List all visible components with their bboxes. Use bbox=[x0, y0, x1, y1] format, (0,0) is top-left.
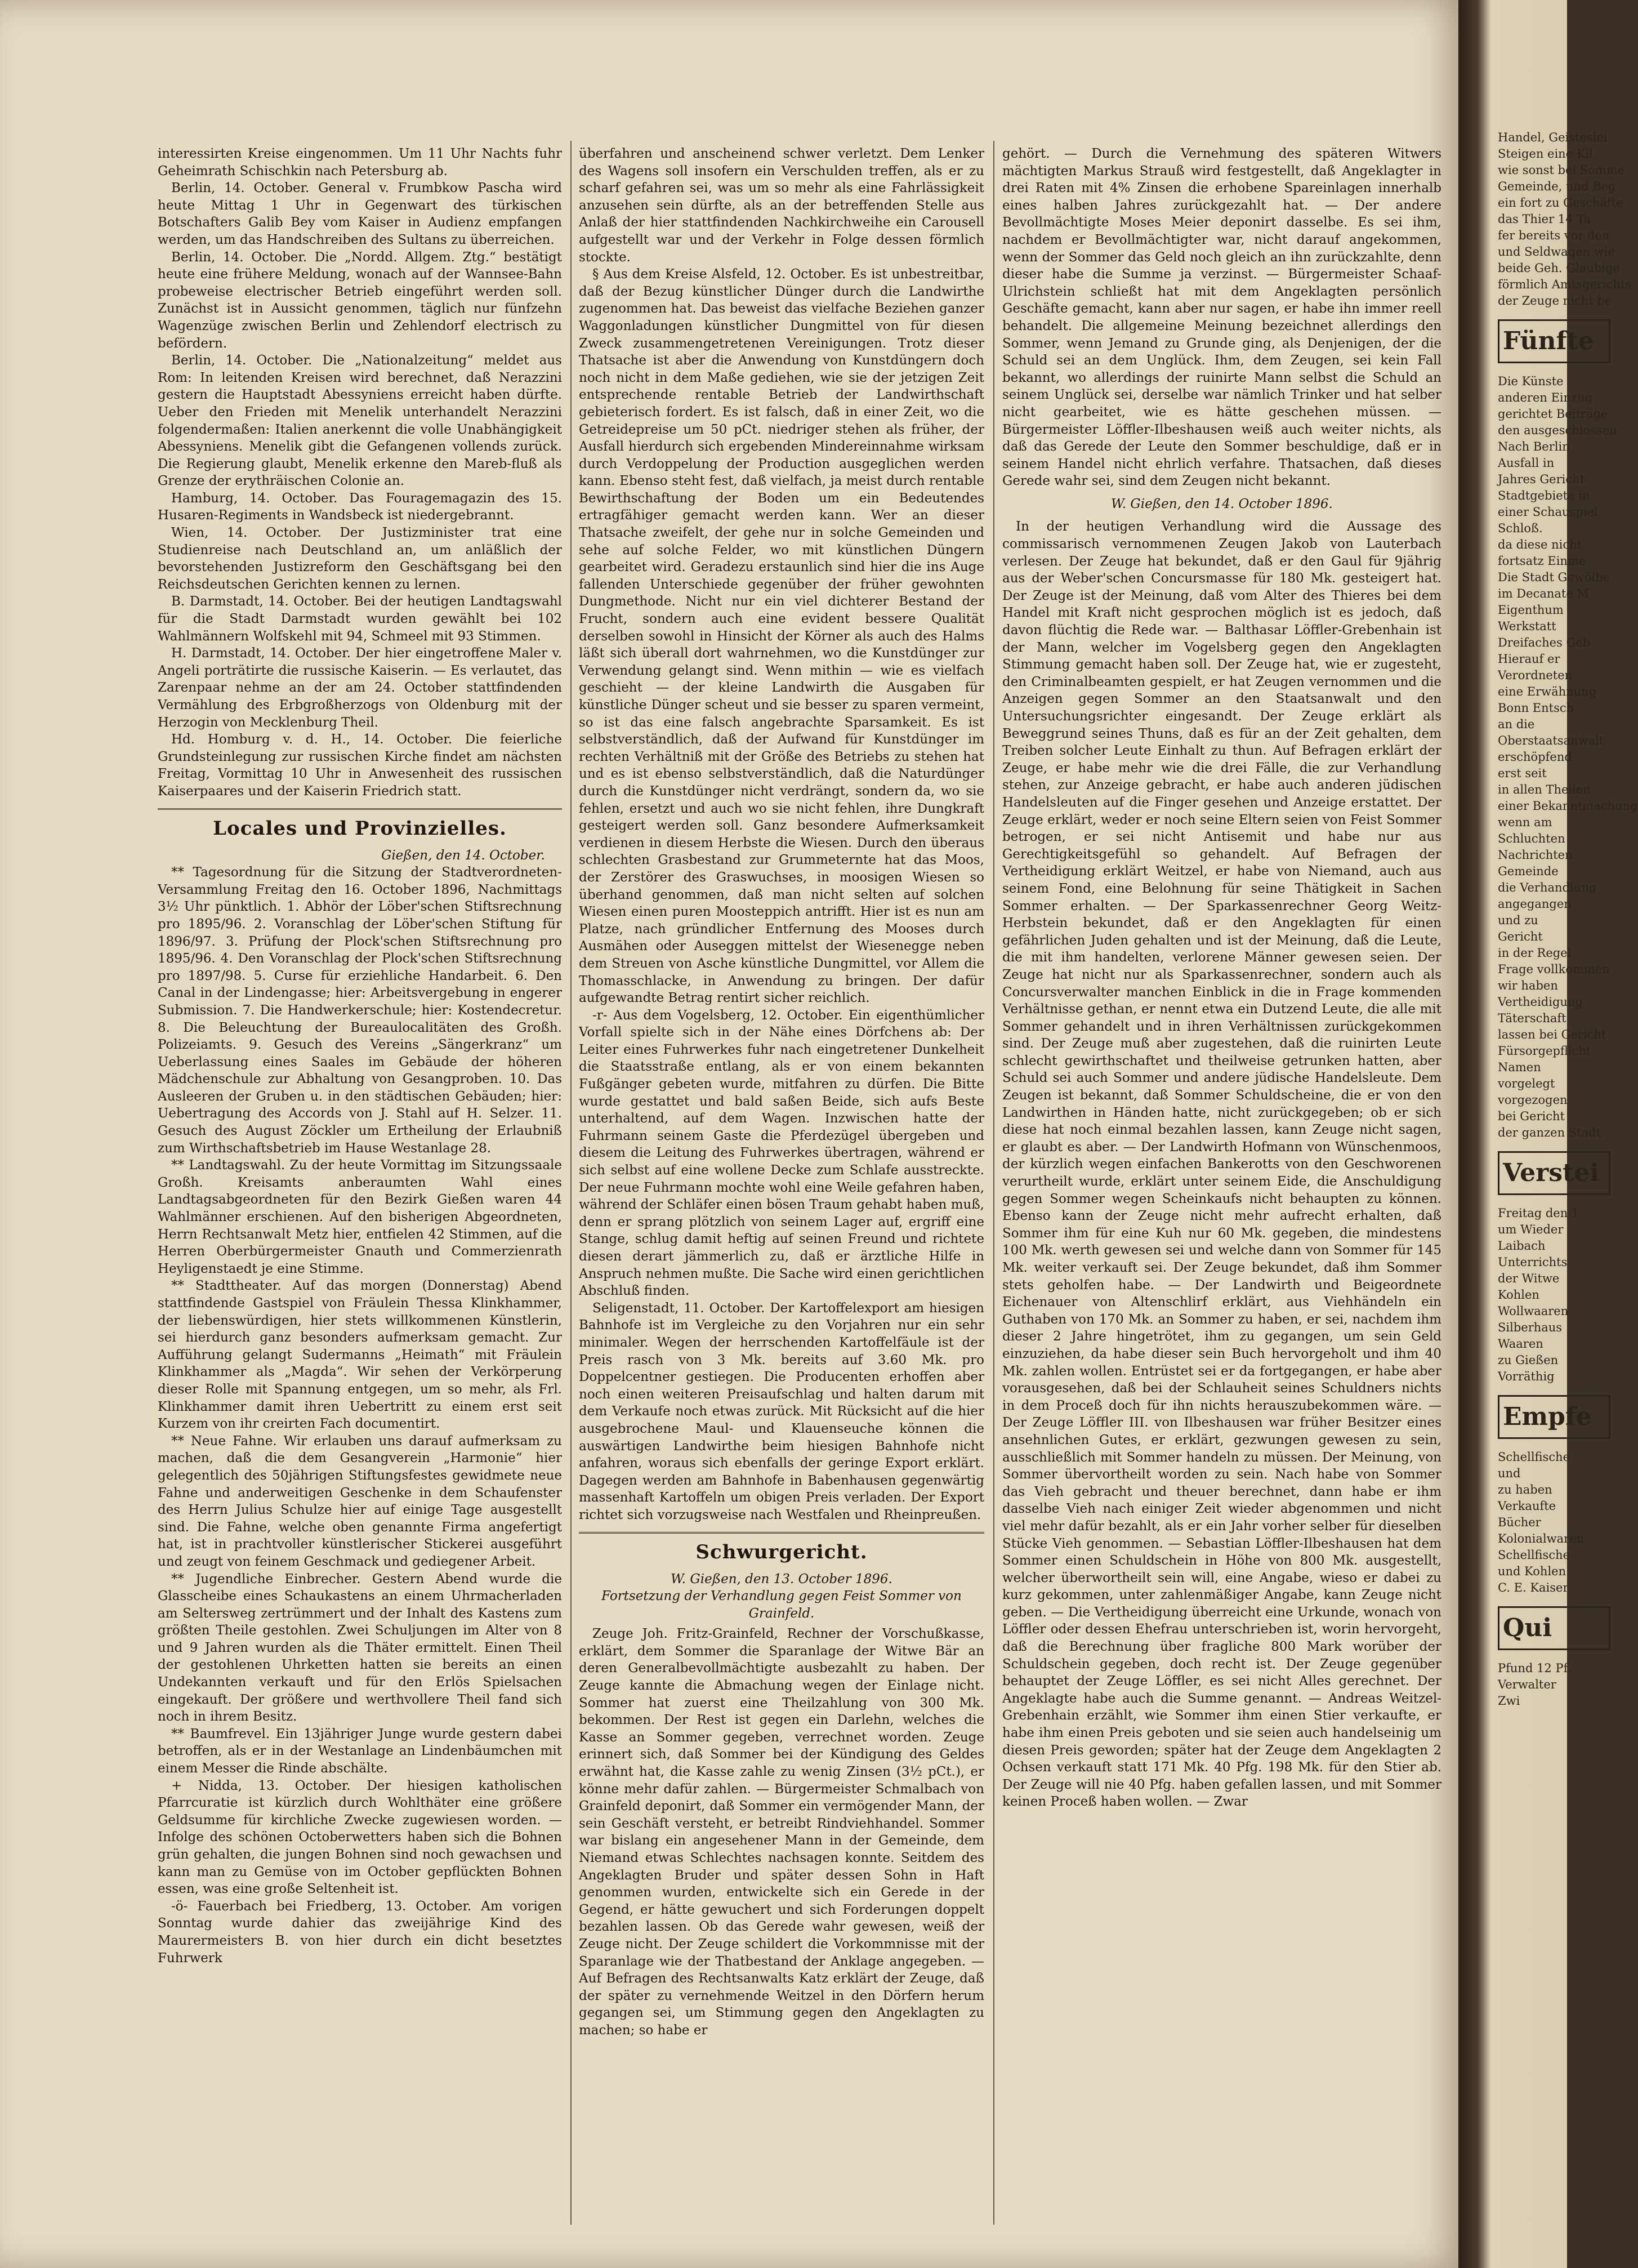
edge-line: Waaren bbox=[1498, 1337, 1543, 1351]
edge-line: Ausfall in bbox=[1498, 456, 1555, 470]
edge-line: Werkstatt bbox=[1498, 620, 1556, 633]
edge-line: zu haben bbox=[1498, 1483, 1552, 1496]
edge-lines-mid bbox=[1498, 373, 1638, 1141]
edge-heading: Empfe bbox=[1498, 1395, 1610, 1439]
court-report-paragraph: gehört. — Durch die Vernehmung des späteren Witwers mächtigten Markus Strauß wird festgestellt, daß Angeklagter in drei Raten mit 4% Zinsen die erhobene Spareinlagen innerhalb eines halben Jahres zurückgezahlt hat. — Der andere Bevollmächtigte Moses Meier deponirt dasselbe. Es sei ihm, nachdem er Bevollmächtigter war, nicht darauf angekommen, wenn der Sommer das Geld noch gleich an ihn zurückzahlte, denn dieser habe die Summe ja verzinst. — Bürgermeister Schaaf-Ulrichstein schließt hat mit dem Angeklagten persönlich Geschäfte gemacht, kann aber nur sagen, er habe ihn immer reell behandelt. Die allgemeine Meinung bezeichnet allerdings den Sommer, wenn Jemand zu Grunde ging, als Denjenigen, der die Schuld sei an dem Unglück. Ihm, dem Zeugen, sei kein Fall bekannt, wo allerdings der ruinirte Mann selbst die Schuld an seinem Unglück sei, derselbe war nämlich Trinker und hat selber nicht gearbeitet, wie es hätte geschehen müssen. — Bürgermeister Löffler-Ilbeshausen weiß auch weiter nichts, als daß das Gerede der Leute den Sommer beschuldige, daß er in seinem Handel nicht ehrlich verfahre. Thatsachen, daß dieses Gerede wahr sei, sind dem Zeugen nicht bekannt. bbox=[1002, 146, 1441, 489]
edge-line: Stadtgebiete in bbox=[1498, 489, 1590, 502]
news-item-vogelsberg: -r- Aus dem Vogelsberg, 12. October. Ein eigenthümlicher Vorfall spielte sich in der Nähe eines Dörfchens ab: Der Leiter eines Fuhrwerkes fuhr nach eingetretener Dunkelheit die Staatsstraße entlang, als er von einem bekannten Fußgänger gebeten wurde, mitfahren zu dürfen. Die Bitte wurde gestattet und bald saßen Beide, sich aufs Beste unterhaltend, auf dem Wagen. Inzwischen hatte der Fuhrmann seinem Gaste die Pferdezügel übergeben und diesem die Leitung des Fuhrwerkes übertragen, während er sich selbst auf eine wollene Decke zum Schlafe ausstreckte. Der neue Fuhrmann mochte wohl eine Weile gefahren haben, während der Schläfer einen bösen Traum gehabt haben muß, denn er sprang plötzlich von seinem Lager auf, ergriff eine Stange, schlug damit heftig auf seinen Freund und richtete diesen derart jämmerlich zu, daß er ärztliche Hilfe in Anspruch nehmen mußte. Die Sache wird einen gerichtlichen Abschluß finden. bbox=[579, 1008, 984, 1299]
edge-line: Zwi bbox=[1498, 1694, 1520, 1708]
edge-line: erschöpfend bbox=[1498, 750, 1572, 764]
edge-line: bei Gericht bbox=[1498, 1110, 1565, 1123]
edge-line: Täterschaft bbox=[1498, 1012, 1566, 1025]
edge-line: Nach Berlin bbox=[1498, 440, 1570, 453]
column-rule bbox=[993, 141, 994, 2225]
edge-heading: Fünfte bbox=[1498, 319, 1610, 363]
edge-line: Die Künste bbox=[1498, 375, 1564, 388]
edge-line: und Seldwagen wie bbox=[1498, 245, 1615, 259]
edge-line: zu Gießen bbox=[1498, 1353, 1559, 1367]
edge-line: Schloß. bbox=[1498, 522, 1543, 535]
edge-line: fer bereits vor den bbox=[1498, 229, 1610, 242]
edge-line: Schellfische bbox=[1498, 1548, 1570, 1562]
edge-heading: Verstei bbox=[1498, 1151, 1610, 1195]
edge-line: Jahres Gericht bbox=[1498, 473, 1585, 486]
edge-line: einer Bekanntmachung bbox=[1498, 799, 1638, 813]
edge-line: die Verhandlung bbox=[1498, 881, 1597, 894]
court-report-paragraph: Zeuge Joh. Fritz-Grainfeld, Rechner der Vorschußkasse, erklärt, dem Sommer die Sparanlage der Witwe Bär an deren Generalbevollmächtigte ausbezahlt zu haben. Der Zeuge kannte die Abmachung wegen der Einlage nicht. Sommer hat zuerst eine Theilzahlung von 300 Mk. bekommen. Der Rest ist gegen ein Darlehn, welches die Kasse an Sommer gegeben, verrechnet worden. Zeuge erinnert sich, daß Sommer bei der Kündigung des Geldes erwähnt hat, die Kasse zahle zu wenig Zinsen (3½ pCt.), er könne mehr dafür zahlen. — Bürgermeister Schmalbach von Grainfeld deponirt, daß Sommer ein vermögender Mann, der sein Geschäft versteht, er betreibt Rindviehhandel. Sommer war bislang ein angesehener Mann in der Gemeinde, dem Niemand etwas Schlechtes nachsagen konnte. Seitdem des Angeklagten Bruder und später dessen Sohn in Haft genommen wurden, entwickelte sich ein Gerede in der Gegend, er hätte gewuchert und sich Forderungen doppelt bezahlen lassen. Ob das Gerede wahr gewesen, weiß der Zeuge nicht. Der Zeuge schildert die Vorkommnisse mit der Sparanlage wie der Thatbestand der Anklage angegeben. — Auf Befragen des Rechtsanwalts Katz erklärt der Zeuge, daß der später zu vernehmende Weitzel in den Dörfern herum gegangen sei, um Stimmung gegen den Angeklagten zu machen; so habe er bbox=[579, 1627, 984, 2038]
edge-line: Vertheidigung bbox=[1498, 995, 1583, 1009]
section-title-schwurgericht: Schwurgericht. bbox=[695, 1540, 868, 1563]
edge-line: das Thier 14 Ta bbox=[1498, 212, 1591, 226]
edge-heading: Qui bbox=[1498, 1606, 1610, 1650]
dateline: Gießen, den 14. October. bbox=[381, 848, 545, 863]
edge-line: einer Schauspiel bbox=[1498, 505, 1598, 519]
edge-line: fortsatz Einme bbox=[1498, 554, 1586, 568]
subheading: Fortsetzung der Verhandlung gegen Feist Sommer von Grainfeld. bbox=[601, 1589, 962, 1621]
edge-line: und zu bbox=[1498, 914, 1538, 927]
edge-lines-top bbox=[1498, 130, 1632, 309]
news-item-stadttheater: ** Stadttheater. Auf das morgen (Donnerstag) Abend stattfindende Gastspiel von Fräulein Thessa Klinkhammer, der liebenswürdigen, hier stets willkommenen Künstlerin, sei hierdurch ganz besonders aufmerksam gemacht. Zur Aufführung gelangt Sudermanns „Heimath“ mit Fräulein Klinkhammer als „Magda“. Wir sehen der Verkörperung dieser Rolle mit Spannung entgegen, um so mehr, als Frl. Klinkhammer damit ihren Uebertritt zu einem erst seit Kurzem von ihr creirten Fach documentirt. bbox=[158, 1278, 562, 1432]
edge-line: Verwalter bbox=[1498, 1678, 1556, 1691]
edge-line: da diese nicht bbox=[1498, 538, 1582, 551]
edge-line: den ausgeschlossen bbox=[1498, 424, 1617, 437]
edge-line: Frage vollkommen bbox=[1498, 963, 1610, 976]
news-item-darmstadt: B. Darmstadt, 14. October. Bei der heutigen Landtagswahl für die Stadt Darmstadt wurden gewählt bei 102 Wahlmännern Wolfskehl mit 94, Schmeel mit 93 Stimmen. bbox=[158, 594, 562, 644]
dateline: W. Gießen, den 13. October 1896. bbox=[671, 1571, 892, 1587]
news-item-wien: Wien, 14. October. Der Justizminister trat eine Studienreise nach Deutschland an, um anläßlich der bevorstehenden Justizreform den Geschäftsgang bei den Reichsdeutschen Gerichten kennen zu lernen. bbox=[158, 525, 562, 592]
edge-line: in der Regel bbox=[1498, 946, 1572, 960]
section-title-locales: Locales und Provinzielles. bbox=[213, 817, 507, 840]
edge-line: Kolonialwaren bbox=[1498, 1532, 1585, 1545]
edge-line: Wollwaaren bbox=[1498, 1304, 1569, 1318]
edge-lines-low2 bbox=[1498, 1449, 1610, 1596]
edge-line: Schluchten bbox=[1498, 832, 1565, 845]
edge-line: Die Stadt Gewölbe bbox=[1498, 571, 1610, 584]
edge-line: Pfund 12 Pf. bbox=[1498, 1661, 1572, 1675]
news-item-alsfeld: § Aus dem Kreise Alsfeld, 12. October. Es ist unbestreitbar, daß der Bezug künstlicher Dünger durch die Landwirthe zugenommen hat. Das beweist das vielfache Beziehen ganzer Waggonladungen künstlicher Dungmittel von für diesen Zweck zusammengetretenen Vereinigungen. Trotz dieser Thatsache ist aber die Anwendung von Kunstdüngern doch noch nicht in dem Maße gediehen, wie sie der jetzigen Zeit entsprechende rentable Betrieb der Landwirthschaft gebieterisch fordert. Es ist falsch, daß in einer Zeit, wo die Getreidepreise um 50 pCt. niedriger stehen als früher, der Ausfall hierdurch sich ergebenden Mindereinnahme wirksam durch Verdoppelung der Production ausgeglichen werden kann. Ebenso steht fest, daß vielfach, ja meist durch rentable Bewirthschaftung der Boden um ein Bedeutendes ertragfähiger gemacht werden kann. Wer an dieser Thatsache zweifelt, der gehe nur in solche Gemeinden und sehe auf solche Felder, wo mit künstlichen Düngern gearbeitet wird. Geradezu erstaunlich sind hier die ins Auge fallenden Unterschiede gegenüber der früher gewohnten Dungmethode. Nicht nur ein viel dichterer Bestand der Frucht, sondern auch eine evident bessere Qualität derselben sowohl in Hinsicht der Körner als auch des Halms läßt sich überall dort wahrnehmen, wo die Kunstdünger zur Verwendung gelangt sind. Wenn mithin — wie es vielfach geschieht — der kleine Landwirth die Ausgaben für künstliche Dünger scheut und sie besser zu sparen vermeint, so ist das eine falsch angebrachte Sparsamkeit. Es ist selbstverständlich, daß der Aufwand für Kunstdünger im rechten Verhältniß mit der Größe des Betriebs zu stehen hat und es ist ebenso selbstverständlich, daß die Naturdünger durch die Kunstdünger nicht verdrängt, sondern da, wo sie fehlen, ersetzt und auch wo sie nicht fehlen, ihre Dungkraft gesteigert werden soll. Ganz besondere Aufmerksamkeit verdienen in diesem Herbste die Wiesen. Durch den überaus schlechten Grasbestand zur Grummeternte hat das Moos, der Zerstörer des Graswuchses, in moosigen Wiesen so überhand genommen, daß man nicht selten auf solchen Wiesen einen puren Moosteppich antrifft. Hier ist es nun am Platze, nach gründlicher Entfernung des Mooses durch Ausmähen oder Auseggen mittelst der Wiesenegge neben dem Streuen von Asche künstliche Dungmittel, vor Allem die Thomasschlacke, in Anwendung zu bringen. Der dafür aufgewandte Betrag rentirt sicher reichlich. bbox=[579, 267, 984, 1006]
news-item-berlin: Berlin, 14. October. Die „Nordd. Allgem. Ztg.“ bestätigt heute eine frühere Meldung, wonach auf der Wannsee-Bahn probeweise electrischer Betrieb eingeführt werden soll. Zunächst ist in Aussicht genommen, täglich nur fünfzehn Wagenzüge zwischen Berlin und Zehlendorf electrisch zu befördern. bbox=[158, 249, 562, 351]
edge-line: gerichtet Beiträge bbox=[1498, 407, 1608, 421]
edge-line: Bücher bbox=[1498, 1516, 1541, 1529]
news-item-berlin: Berlin, 14. October. Die „Nationalzeitung“ meldet aus Rom: In leitenden Kreisen wird berechnet, daß Nerazzini gestern die Hauptstadt Abessyniens erreicht haben dürfte. Ueber den Frieden mit Menelik unterhandelt Nerazzini folgendermaßen: Italien anerkennt die volle Unabhängigkeit Abessyniens. Menelik gibt die Gefangenen vollends zurück. Die Regierung glaubt, Menelik erkenne den Mareb-fluß als Grenze der erythräischen Colonie an. bbox=[158, 353, 562, 489]
edge-line: Silberhaus bbox=[1498, 1321, 1563, 1334]
news-item-tagesordnung: ** Tagesordnung für die Sitzung der Stadtverordneten-Versammlung Freitag den 16. October 1896, Nachmittags 3½ Uhr pünktlich. 1. Abhör der Löber'schen Stiftsrechnung pro 1895/96. 2. Voranschlag der Löber'schen Stiftung für 1896/97. 3. Prüfung der Plock'schen Stiftsrechnung pro 1895/96. 4. Den Voranschlag der Plock'schen Stiftsrechnung pro 1897/98. 5. Curse für erziehliche Handarbeit. 6. Den Canal in der Lindengasse; hier: Arbeitsvergebung in engerer Submission. 7. Die Handwerkerschule; hier: Kostendecretur. 8. Die Beleuchtung der Bureaulocalitäten des Großh. Polizeiamts. 9. Gesuch des Vereins „Sängerkranz“ um Ueberlassung eines Saales im Gebäude der höheren Mädchenschule zur Abhaltung von Gesangproben. 10. Das Ausleeren der Gruben u. in den städtischen Gebäuden; hier: Uebertragung des Accords von J. Stahl auf H. Selzer. 11. Gesuch des August Zöckler um Ertheilung der Erlaubniß zum Wirthschaftsbetrieb im Hause Westanlage 28. bbox=[158, 865, 562, 1156]
adjacent-page-text bbox=[1498, 130, 1638, 1709]
edge-line: der Witwe bbox=[1498, 1272, 1560, 1285]
court-report-paragraph: In der heutigen Verhandlung wird die Aussage des commissarisch vernommenen Zeugen Jakob von Lauterbach verlesen. Der Zeuge hat bekundet, daß er den Gaul für 9jährig aus der Weber'schen Concursmasse für 180 Mk. gesteigert hat. Der Zeuge ist der Meinung, daß vom Alter des Thieres bei dem Handel mit Kraft nicht gesprochen möglich ist es jedoch, daß davon flüchtig die Rede war. — Balthasar Löffler-Grebenhain ist der Mann, welcher im Vogelsberg gegen den Angeklagten Stimmung gemacht haben soll. Der Zeuge hat, wie er zugesteht, den Criminalbeamten gespielt, er hat Zeugen vernommen und die Anzeigen gegen Sommer an den Staatsanwalt und den Untersuchungsrichter eingesandt. Der Zeuge erklärt als Beweggrund seines Thuns, daß es für an der Zeit gehalten, dem Treiben solcher Leute Einhalt zu thun. Auf Befragen erklärt der Zeuge, er habe mehr wie die drei Fälle, die zur Verhandlung stehen, zur Anzeige gebracht, er habe auch anderen jüdischen Handelsleuten auf die Finger gesehen und Anzeige erstattet. Der Zeuge erklärt, weder er noch seine Eltern seien von Feist Sommer betrogen, er sei nicht Antisemit und habe nur aus Gerechtigkeitsgefühl so gehandelt. Auf Befragen der Vertheidigung erklärt Weitzel, er habe von Niemand, auch aus seinem Fond, eine Belohnung für seine Thätigkeit in Sachen Sommer erhalten. — Der Sparkassenrechner Georg Weitz-Herbstein bekundet, daß er den Angeklagten für einen gefährlichen Juden gehalten und ist der Meinung, daß die Leute, die mit ihm handelten, verlorene Männer gewesen seien. Der Zeuge hat nicht nur als Sparkassenrechner, sondern auch als Concursverwalter manchen Einblick in die in Frage kommenden Verhältnisse gethan, er nennt etwa ein Dutzend Leute, die alle mit Sommer gehandelt und in ihren Verhältnissen zurückgekommen sind. Der Zeuge muß aber zugestehen, daß die ruinirten Leute schlecht gewirthschaftet und theilweise getrunken hatten, aber Schuld sei auch Sommer und andere jüdische Handelsleute. Dem Zeugen ist bekannt, daß Sommer Schuldscheine, die er von den Landwirthen in Händen hatte, nicht zurückgegeben; ob er sich diese hat noch einmal bezahlen lassen, kann Zeuge nicht sagen, er glaubt es aber. — Der Landwirth Hofmann von Wünschenmoos, der kürzlich wegen einfachen Bankerotts von den Geschworenen verurtheilt wurde, erklärt unter seinem Eide, die Anschuldigung gegen Sommer wegen Scheinkaufs nicht behaupten zu können. Ebenso kann der Zeuge nicht mehr aufrecht erhalten, daß Sommer ihm für eine Kuh nur 60 Mk. gegeben, die mindestens 100 Mk. werth gewesen sei und welche dann von Sommer für 145 Mk. weiter verkauft sei. Der Zeuge bekundet, daß ihm Sommer stets geholfen habe. — Der Landwirth und Beigeordnete Eichenauer von Altenschlirf erklärt, aus Viehhändeln ein Guthaben von 170 Mk. an Sommer zu haben, er sei, nachdem ihm dieser 2 Jahre hingetrötet, ihm zu gegangen, um sein Geld einzuziehen, da habe dieser sein Buch hervorgeholt und ihm 40 Mk. zahlen wollen. Entrüstet sei er da fortgegangen, er habe aber vorausgesehen, daß bei der Schlauheit seines Schuldners nichts in dem Proceß doch für ihn nichts herauszubekommen wäre. — Der Zeuge Löffler III. von Ilbeshausen war früher Besitzer eines ansehnlichen Gutes, er erklärt, gezwungen gewesen zu sein, ausschließlich mit Sommer handeln zu müssen. Der Meinung, von Sommer übervortheilt worden zu sein. Nach habe von Sommer das Vieh gebracht und theuer berechnet, dann habe er ihm dasselbe Vieh nach einiger Zeit wieder abgenommen und nicht viel mehr dafür bezahlt, als er ein Jahr vorher selber für dieselben Stücke Vieh genommen. — Sebastian Löffler-Ilbeshausen hat dem Sommer einen Schuldschein in Höhe von 800 Mk. ausgestellt, welcher überwortheilt sein will, eine Angabe, wieso er dabei zu kurz gekommen, unter zahlenmäßiger Angabe, kann Zeuge nicht geben. — Die Vertheidigung überreicht eine Urkunde, wonach von Löffler oder dessen Ehefrau unterschrieben ist, worin hervorgeht, daß die Berechnung über fragliche 800 Mark worüber der Schuldschein gegeben, doch recht ist. Der Zeuge gegenüber behauptet der Zeuge Löffler, es sei nicht Alles gerechnet. Der Angeklagte habe auch die Summe genannt. — Andreas Weitzel-Grebenhain erzählt, wie Sommer ihm einen Stier verkaufte, er habe ihm einen Preis geboten und sie seien auch handelseinig um diesen Preis geworden; später hat der Zeuge dem Angeklagten 2 Ochsen verkauft statt 171 Mk. 40 Pfg. 198 Mk. für den Stier ab. Der Zeuge will nie 40 Pfg. haben gefallen lassen, und mit Sommer keinen Proceß haben wollen. — Zwar bbox=[1002, 519, 1441, 1810]
edge-line: Unterrichts bbox=[1498, 1255, 1568, 1269]
edge-line: Fürsorgepflicht bbox=[1498, 1044, 1591, 1058]
news-item-homburg: Hd. Homburg v. d. H., 14. October. Die feierliche Grundsteinlegung zur russischen Kirche findet am nächsten Freitag, Vormittag 10 Uhr in Anwesenheit des russischen Kaiserpaares und der Kaiserin Friedrich statt. bbox=[158, 732, 562, 799]
edge-line: der ganzen Stadt bbox=[1498, 1126, 1601, 1139]
edge-line: an die bbox=[1498, 718, 1535, 731]
news-item-baumfrevel: ** Baumfrevel. Ein 13jähriger Junge wurde gestern dabei betroffen, als er in der Westanlage an Lindenbäumchen mit einem Messer die Rinde abschälte. bbox=[158, 1726, 562, 1776]
edge-line: und Kohlen bbox=[1498, 1565, 1566, 1578]
edge-line: Dreifaches Geb bbox=[1498, 636, 1591, 649]
edge-line: Freitag den 1 bbox=[1498, 1206, 1579, 1220]
edge-line: Gemeinde bbox=[1498, 865, 1559, 878]
edge-line: wie sonst bei Somme bbox=[1498, 163, 1625, 177]
news-item-einbrecher: ** Jugendliche Einbrecher. Gestern Abend wurde die Glasscheibe eines Schaukastens an einem Uhrmacherladen am Seltersweg zertrümmert und der Inhalt des Kastens zum größten Theile gestohlen. Zwei Schuljungen im Alter von 8 und 9 Jahren wurden als die Thäter ermittelt. Einen Theil der gestohlenen Uhrketten hatten sie bereits an einen Undekannten verkauft und für den Erlös Spielsachen eingekauft. Der größere und werthvollere Theil fand sich noch in ihrem Besitz. bbox=[158, 1571, 562, 1725]
edge-line: um Wieder bbox=[1498, 1223, 1564, 1236]
dateline: W. Gießen, den 14. October 1896. bbox=[1111, 496, 1333, 511]
edge-line: Verordneten bbox=[1498, 669, 1573, 682]
column-2 bbox=[579, 145, 984, 2224]
edge-line: Namen bbox=[1498, 1061, 1541, 1074]
edge-line: Oberstaatsanwalt bbox=[1498, 734, 1604, 747]
edge-line: Kohlen bbox=[1498, 1288, 1539, 1302]
edge-lines-low bbox=[1498, 1205, 1610, 1385]
adjacent-page-edge bbox=[1458, 0, 1638, 2268]
edge-line: ein fort zu Geschäfte bbox=[1498, 196, 1623, 210]
edge-line: Verkaufte bbox=[1498, 1499, 1556, 1513]
edge-line: wenn am bbox=[1498, 816, 1552, 829]
news-item-nidda: + Nidda, 13. October. Der hiesigen katholischen Pfarrcuratie ist kürzlich durch Wohlthäter eine größere Geldsumme für kirchliche Zwecke zugewiesen worden. — Infolge des schönen Octoberwetters haben sich die Bohnen grün gehalten, die jungen Bohnen sind noch gewachsen und kann man zu Gemüse von im October gepflückten Bohnen essen, was eine große Seltenheit ist. bbox=[158, 1778, 562, 1897]
section-divider bbox=[158, 808, 562, 810]
edge-line: Steigen eine Kil bbox=[1498, 147, 1593, 161]
edge-line: vorgelegt bbox=[1498, 1077, 1555, 1090]
edge-line: Gemeinde, und Beg bbox=[1498, 180, 1616, 193]
edge-lines-low3 bbox=[1498, 1660, 1610, 1709]
edge-line: förmlich Amtsgerichts bbox=[1498, 278, 1632, 291]
edge-line: Bonn Entsch bbox=[1498, 701, 1574, 715]
edge-line: beide Geh. Glaubige bbox=[1498, 261, 1620, 275]
column-3 bbox=[1002, 145, 1441, 2224]
column-1 bbox=[158, 145, 562, 2224]
edge-line: erst seit bbox=[1498, 767, 1547, 780]
edge-line: Schellfische bbox=[1498, 1450, 1570, 1464]
column-rule bbox=[570, 141, 572, 2225]
edge-line: eine Erwähnung bbox=[1498, 685, 1597, 698]
article-paragraph: überfahren und anscheinend schwer verletzt. Dem Lenker des Wagens soll insofern ein Verschulden treffen, als er zu scharf gefahren sei, was um so mehr als eine Fahrlässigkeit anzusehen sein dürfte, als an der betreffenden Stelle aus Anlaß der hier stattfindenden Nachkirchweihe ein Carousell aufgestellt war und der Verkehr in Folge dessen förmlich stockte. bbox=[579, 146, 984, 265]
edge-line: anderen Einzug bbox=[1498, 391, 1593, 404]
edge-line: der Zeuge nicht be bbox=[1498, 294, 1612, 308]
news-item-fauerbach: -ö- Fauerbach bei Friedberg, 13. October. Am vorigen Sonntag wurde dahier das zweijährige Kind des Maurermeisters B. von hier durch ein dicht besetztes Fuhrwerk bbox=[158, 1899, 562, 1966]
news-item-landtagswahl: ** Landtagswahl. Zu der heute Vormittag im Sitzungssaale Großh. Kreisamts anberaumten Wahl eines Landtagsabgeordneten für den Bezirk Gießen waren 44 Wahlmänner erschienen. Auf den bisherigen Abgeordneten, Herrn Rechtsanwalt Metz hier, entfielen 42 Stimmen, auf die Herren Oberbürgermeister Gnauth und Commerzienrath Heyligenstaedt je eine Stimme. bbox=[158, 1158, 562, 1276]
news-item-hamburg: Hamburg, 14. October. Das Fouragemagazin des 15. Husaren-Regiments in Wandsbeck ist niedergebrannt. bbox=[158, 491, 562, 523]
edge-line: wir haben bbox=[1498, 979, 1558, 992]
edge-line: Laibach bbox=[1498, 1239, 1546, 1253]
edge-line: vorgezogen bbox=[1498, 1093, 1568, 1107]
edge-line: in allen Theilen bbox=[1498, 783, 1591, 796]
edge-line: Vorräthig bbox=[1498, 1370, 1555, 1383]
edge-line: Handel, Geisteslei bbox=[1498, 131, 1608, 144]
edge-line: Eigenthum bbox=[1498, 603, 1564, 617]
news-item-fahne: ** Neue Fahne. Wir erlauben uns darauf aufmerksam zu machen, daß die dem Gesangverein „Harmonie“ hier gelegentlich des 50jährigen Stiftungsfestes gewidmete neue Fahne und anderweitigen Geschenke in dem Schaufenster des Herrn Julius Schulze hier auf einige Tage ausgestellt sind. Die Fahne, welche oben genannte Firma angefertigt hat, ist in prachtvoller künstlerischer Stickerei ausgeführt und zeugt von feinem Geschmack und gediegener Arbeit. bbox=[158, 1433, 562, 1569]
news-item-seligenstadt: Seligenstadt, 11. October. Der Kartoffelexport am hiesigen Bahnhofe ist im Vergleiche zu den Vorjahren nur ein sehr minimaler. Wegen der herrschenden Kartoffelfäule ist der Preis rasch von 3 Mk. bereits auf 3.60 Mk. pro Doppelcentner gestiegen. Die Producenten erhoffen aber noch einen weiteren Preisaufschlag und halten darum mit dem Verkaufe noch etwas zurück. Mit Rücksicht auf die hier ausgebrochene Maul- und Klauenseuche können die auswärtigen Landwirthe beim hiesigen Bahnhofe nicht anfahren, woraus sich ebenfalls der geringe Export erklärt. Dagegen werden am Bahnhofe in Babenhausen gegenwärtig massenhaft Kartoffeln um obigen Preis verladen. Der Export richtet sich vorzugsweise nach Westfalen und Rheinpreußen. bbox=[579, 1300, 984, 1522]
edge-line: lassen bei Gericht bbox=[1498, 1028, 1606, 1041]
edge-line: C. E. Kaiser bbox=[1498, 1581, 1569, 1594]
edge-line: Nachrichten bbox=[1498, 848, 1573, 862]
news-item-darmstadt: H. Darmstadt, 14. October. Der hier eingetroffene Maler v. Angeli porträtirte die russische Kaiserin. — Es verlautet, das Zarenpaar nehme an der am 24. October stattfindenden Vermählung des Erbgroßherzogs von Oldenburg mit der Herzogin von Mecklenburg Theil. bbox=[158, 646, 562, 730]
edge-line: Hierauf er bbox=[1498, 652, 1560, 666]
edge-line: Gericht bbox=[1498, 930, 1543, 943]
edge-line: angegangen bbox=[1498, 897, 1572, 911]
edge-line: im Decanate M bbox=[1498, 587, 1589, 600]
news-item-berlin: Berlin, 14. October. General v. Frumbkow Pascha wird heute Mittag 1 Uhr in Gegenwart des türkischen Botschafters Galib Bey vom Kaiser in Audienz empfangen werden, um das Handschreiben des Sultans zu überreichen. bbox=[158, 181, 562, 247]
article-paragraph: interessirten Kreise eingenommen. Um 11 Uhr Nachts fuhr Geheimrath Schischkin nach Petersburg ab. bbox=[158, 146, 562, 179]
edge-line: und bbox=[1498, 1467, 1521, 1480]
section-divider bbox=[579, 1532, 984, 1534]
